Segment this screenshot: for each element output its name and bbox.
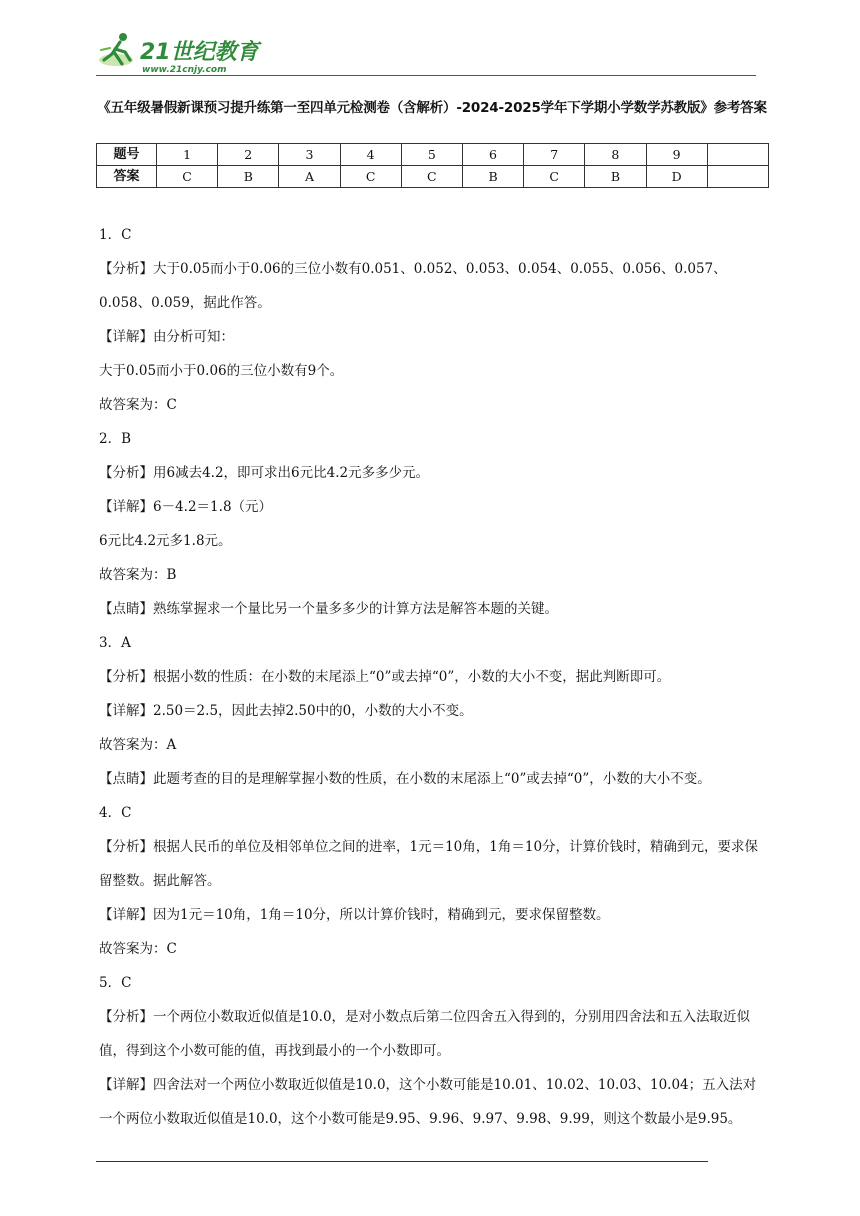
table-cell: 3 [279, 144, 340, 166]
table-cell: A [279, 166, 340, 188]
analysis-tag: 【分析】 [99, 1009, 153, 1025]
comment-paragraph [99, 762, 763, 796]
analysis-text: 大于0.05而小于0.06的三位小数有0.051、0.052、0.053、0.054、0.055、0.056、0.057、0.058、0.059，据此作答。 [99, 261, 727, 311]
header-divider [96, 75, 756, 76]
analysis-text: 根据小数的性质：在小数的末尾添上“0”或去掉“0”，小数的大小不变，据此判断即可。 [153, 669, 671, 685]
analysis-text: 根据人民币的单位及相邻单位之间的进率，1元＝10角，1角＝10分，计算价钱时，精确到元，要求保留整数。据此解答。 [99, 839, 759, 889]
comment-tag: 【点睛】 [99, 771, 153, 787]
analysis-tag: 【分析】 [99, 669, 153, 685]
final-answer: 故答案为：A [99, 737, 177, 753]
detail-line: 大于0.05而小于0.06的三位小数有9个。 [99, 363, 344, 379]
table-cell [707, 166, 768, 188]
table-row-answers [97, 166, 769, 188]
question-head: 5．C [99, 975, 132, 991]
solutions-body [99, 218, 763, 1136]
final-answer: 故答案为：C [99, 397, 177, 413]
analysis-paragraph [99, 456, 763, 490]
comment-text: 熟练掌握求一个量比另一个量多多少的计算方法是解答本题的关键。 [153, 601, 558, 617]
table-cell: 9 [646, 144, 707, 166]
analysis-paragraph [99, 1000, 763, 1068]
table-header-cell: 题号 [97, 144, 157, 166]
table-row-numbers [97, 144, 769, 166]
detail-tag: 【详解】 [99, 499, 153, 515]
analysis-text: 一个两位小数取近似值是10.0，是对小数点后第二位四舍五入得到的，分别用四舍法和五入法取近似值，得到这个小数可能的值，再找到最小的一个小数即可。 [99, 1009, 751, 1059]
footer-divider [96, 1161, 708, 1162]
detail-tag: 【详解】 [99, 329, 153, 345]
detail-tag: 【详解】 [99, 907, 153, 923]
table-cell: 8 [585, 144, 646, 166]
comment-text: 此题考查的目的是理解掌握小数的性质，在小数的末尾添上“0”或去掉“0”，小数的大小不变。 [153, 771, 711, 787]
final-answer: 故答案为：C [99, 941, 177, 957]
detail-paragraph [99, 898, 763, 932]
detail-paragraph [99, 320, 763, 354]
table-cell: D [646, 166, 707, 188]
analysis-tag: 【分析】 [99, 839, 153, 855]
question-head: 4．C [99, 805, 132, 821]
question-head: 3．A [99, 635, 131, 651]
table-cell [707, 144, 768, 166]
detail-text: 6－4.2＝1.8（元） [153, 499, 273, 515]
detail-tag: 【详解】 [99, 703, 153, 719]
question-head: 1．C [99, 227, 132, 243]
analysis-tag: 【分析】 [99, 261, 153, 277]
table-cell: C [157, 166, 218, 188]
table-cell: B [585, 166, 646, 188]
detail-line: 6元比4.2元多1.8元。 [99, 533, 232, 549]
table-cell: C [401, 166, 462, 188]
table-cell: 1 [157, 144, 218, 166]
detail-paragraph [99, 490, 763, 524]
detail-paragraph [99, 694, 763, 728]
svg-text:21世纪教育: 21世纪教育 [140, 40, 259, 65]
table-cell: 2 [218, 144, 279, 166]
comment-paragraph [99, 592, 763, 626]
analysis-tag: 【分析】 [99, 465, 153, 481]
table-cell: 7 [524, 144, 585, 166]
21cnjy-logo-icon [96, 30, 266, 76]
svg-text:www.21cnjy.com: www.21cnjy.com [142, 65, 227, 75]
detail-text: 四舍法对一个两位小数取近似值是10.0，这个小数可能是10.01、10.02、10.03、10.04；五入法对一个两位小数取近似值是10.0，这个小数可能是9.95、9.96、9.97、9.98、9.99，则这个数最小是9.95。 [99, 1077, 757, 1127]
detail-tag: 【详解】 [99, 1077, 153, 1093]
table-cell: 5 [401, 144, 462, 166]
analysis-paragraph [99, 830, 763, 898]
document-title: 《五年级暑假新课预习提升练第一至四单元检测卷（含解析）-2024-2025学年下学期小学数学苏教版》参考答案 [97, 100, 767, 116]
table-cell: C [524, 166, 585, 188]
analysis-paragraph [99, 660, 763, 694]
table-cell: C [340, 166, 401, 188]
table-cell: 6 [462, 144, 523, 166]
analysis-paragraph [99, 252, 763, 320]
answer-table [96, 143, 769, 188]
table-cell: B [218, 166, 279, 188]
detail-paragraph [99, 1068, 763, 1136]
page-header [96, 30, 756, 78]
detail-text: 2.50＝2.5，因此去掉2.50中的0，小数的大小不变。 [153, 703, 473, 719]
analysis-text: 用6减去4.2，即可求出6元比4.2元多多少元。 [153, 465, 430, 481]
comment-tag: 【点睛】 [99, 601, 153, 617]
detail-text: 因为1元＝10角，1角＝10分，所以计算价钱时，精确到元，要求保留整数。 [153, 907, 610, 923]
table-header-cell: 答案 [97, 166, 157, 188]
table-cell: B [462, 166, 523, 188]
question-head: 2．B [99, 431, 132, 447]
table-cell: 4 [340, 144, 401, 166]
detail-text: 由分析可知： [153, 329, 234, 345]
final-answer: 故答案为：B [99, 567, 177, 583]
